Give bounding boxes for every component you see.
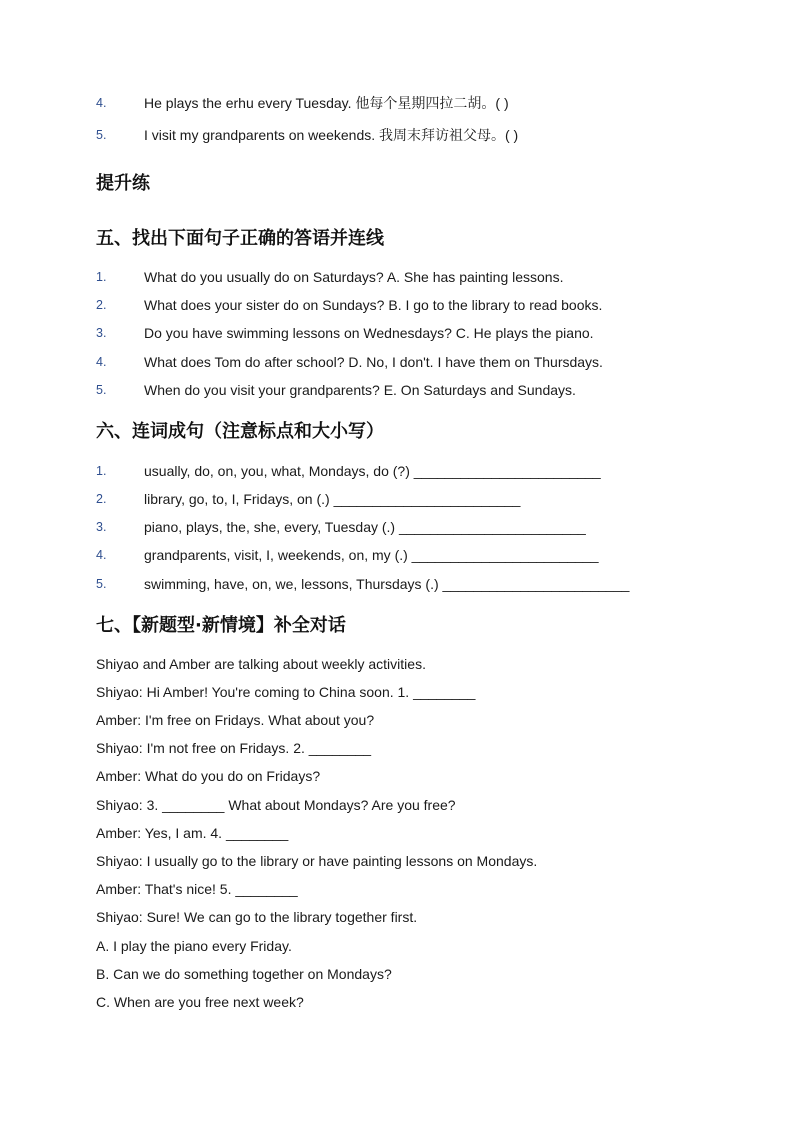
item-text: usually, do, on, you, what, Mondays, do (?) ________________________ bbox=[144, 463, 601, 479]
dialogue-line: Shiyao: Sure! We can go to the library together first. bbox=[96, 909, 418, 925]
item-number: 2. bbox=[96, 492, 107, 506]
item-number: 4. bbox=[96, 548, 107, 562]
dialogue-line: Amber: I'm free on Fridays. What about you? bbox=[96, 712, 375, 728]
item-text: piano, plays, the, she, every, Tuesday (.) ________________________ bbox=[144, 519, 586, 535]
item-number: 5. bbox=[96, 383, 107, 397]
item-number: 1. bbox=[96, 270, 107, 284]
section-heading-upgrade: 提升练 bbox=[96, 173, 150, 194]
item-text: What does Tom do after school? D. No, I don't. I have them on Thursdays. bbox=[144, 354, 603, 370]
item-number: 4. bbox=[96, 96, 107, 110]
dialogue-line: Shiyao: I'm not free on Fridays. 2. ________ bbox=[96, 740, 372, 756]
section-heading-6: 六、连词成句（注意标点和大小写） bbox=[96, 421, 384, 442]
dialogue-line: Amber: Yes, I am. 4. ________ bbox=[96, 825, 289, 841]
item-text: library, go, to, I, Fridays, on (.) ________________________ bbox=[144, 491, 521, 507]
item-text: swimming, have, on, we, lessons, Thursdays (.) ________________________ bbox=[144, 576, 630, 592]
dialogue-line: Shiyao: I usually go to the library or have painting lessons on Mondays. bbox=[96, 853, 538, 869]
dialogue-intro: Shiyao and Amber are talking about weekly activities. bbox=[96, 656, 426, 672]
dialogue-line: Amber: What do you do on Fridays? bbox=[96, 768, 321, 784]
item-text: grandparents, visit, I, weekends, on, my (.) ________________________ bbox=[144, 547, 599, 563]
dialogue-line: Shiyao: Hi Amber! You're coming to China soon. 1. ________ bbox=[96, 684, 476, 700]
item-number: 1. bbox=[96, 464, 107, 478]
item-number: 4. bbox=[96, 355, 107, 369]
item-text: Do you have swimming lessons on Wednesdays? C. He plays the piano. bbox=[144, 325, 594, 341]
answer-option: C. When are you free next week? bbox=[96, 994, 304, 1010]
item-text: When do you visit your grandparents? E. On Saturdays and Sundays. bbox=[144, 382, 576, 398]
item-text: He plays the erhu every Tuesday. 他每个星期四拉二胡。( ) bbox=[144, 95, 509, 111]
section-heading-5: 五、找出下面句子正确的答语并连线 bbox=[96, 228, 384, 249]
item-number: 2. bbox=[96, 298, 107, 312]
item-text: What do you usually do on Saturdays? A. She has painting lessons. bbox=[144, 269, 564, 285]
item-number: 3. bbox=[96, 326, 107, 340]
item-number: 3. bbox=[96, 520, 107, 534]
item-number: 5. bbox=[96, 577, 107, 591]
dialogue-line: Shiyao: 3. ________ What about Mondays? Are you free? bbox=[96, 797, 456, 813]
answer-option: B. Can we do something together on Mondays? bbox=[96, 966, 392, 982]
section-heading-7: 七、【新题型·新情境】补全对话 bbox=[96, 615, 346, 636]
dialogue-line: Amber: That's nice! 5. ________ bbox=[96, 881, 298, 897]
item-text: What does your sister do on Sundays? B. I go to the library to read books. bbox=[144, 297, 603, 313]
item-number: 5. bbox=[96, 128, 107, 142]
answer-option: A. I play the piano every Friday. bbox=[96, 938, 292, 954]
item-text: I visit my grandparents on weekends. 我周末拜访祖父母。( ) bbox=[144, 127, 519, 143]
